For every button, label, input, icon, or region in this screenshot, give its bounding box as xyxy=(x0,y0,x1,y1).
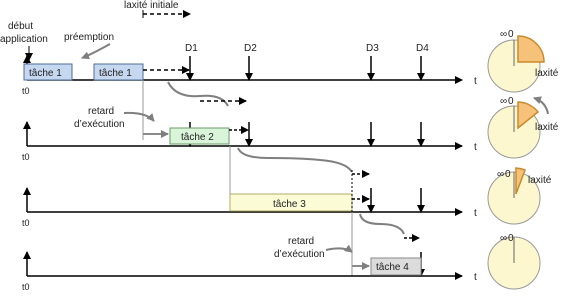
deadline-D4-label: D4 xyxy=(416,43,429,54)
flow-curve-1 xyxy=(168,82,228,106)
row4-t: t xyxy=(474,272,477,283)
deadline-D2-label: D2 xyxy=(244,43,257,54)
row2-t: t xyxy=(474,142,477,153)
timeline-row-2 xyxy=(22,101,477,162)
debut-label-2: application xyxy=(0,34,48,45)
pie-3-infinity: ∞ xyxy=(497,169,505,180)
flow-curve-3 xyxy=(360,214,404,234)
timeline-row-3 xyxy=(22,170,477,228)
pie-2-zero: 0 xyxy=(508,96,514,107)
pie-3 xyxy=(488,168,552,224)
row1-t0: t0 xyxy=(22,86,30,96)
task1-label-b: tâche 1 xyxy=(99,68,132,79)
deadline-D1-label: D1 xyxy=(185,43,198,54)
task1-label-a: tâche 1 xyxy=(29,68,62,79)
deadline-D3-label: D3 xyxy=(366,43,379,54)
retard2-line2: d’exécution xyxy=(274,249,325,260)
row4-t0: t0 xyxy=(22,282,30,292)
retard1-arrow xyxy=(124,113,154,121)
pie-4-infinity: ∞ xyxy=(500,233,508,244)
pie-1-laxity-slice xyxy=(518,36,544,62)
retard1-line2: d’exécution xyxy=(74,119,125,130)
row1-t: t xyxy=(474,76,477,87)
retard1-line1: retard xyxy=(88,106,115,117)
pie-3-laxite: laxité xyxy=(528,175,552,186)
retard2-arrow xyxy=(326,248,352,252)
pie-2-laxite: laxité xyxy=(535,122,559,133)
preemption-arrow xyxy=(82,44,110,58)
pie-1 xyxy=(488,29,559,92)
pie-1-zero: 0 xyxy=(508,29,514,40)
preemption-label: préemption xyxy=(64,32,115,43)
row3-t: t xyxy=(474,208,477,219)
task3-label: tâche 3 xyxy=(273,199,306,210)
pie-2 xyxy=(488,96,559,158)
debut-label-1: début xyxy=(8,21,34,32)
row3-t0: t0 xyxy=(22,218,30,228)
retard2-line1: retard xyxy=(288,236,315,247)
laxite-initiale-label: laxité initiale xyxy=(124,0,179,11)
pie-1-laxite: laxité xyxy=(535,68,559,79)
timeline-row-4 xyxy=(22,236,477,292)
pie-3-zero: 0 xyxy=(505,169,511,180)
pie-2-infinity: ∞ xyxy=(500,96,508,107)
pie-4 xyxy=(488,233,540,289)
flow-curve-2 xyxy=(238,148,352,172)
pie-4-zero: 0 xyxy=(508,233,514,244)
task2-label: tâche 2 xyxy=(181,132,214,143)
row2-t0: t0 xyxy=(22,152,30,162)
pie-1-infinity: ∞ xyxy=(500,29,508,40)
timeline-row-1 xyxy=(22,56,477,96)
task4-label: tâche 4 xyxy=(376,262,409,273)
